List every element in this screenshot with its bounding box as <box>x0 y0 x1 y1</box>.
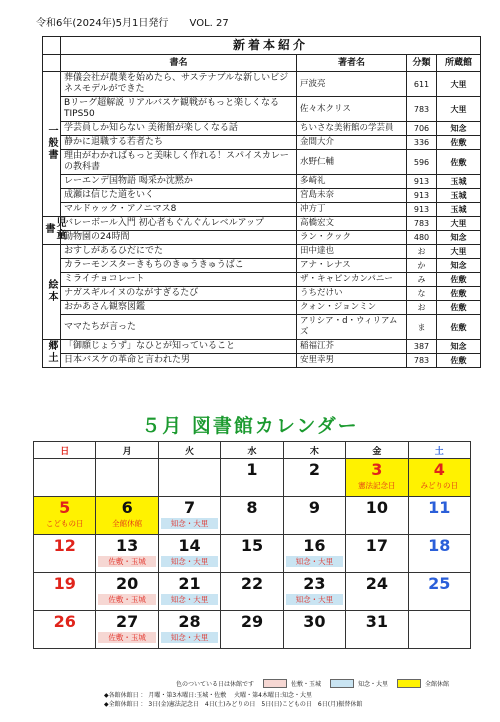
calendar-week <box>34 573 471 611</box>
day-note: 佐敷・玉城 <box>98 556 155 567</box>
day-number: 6 <box>121 498 133 517</box>
book-holding: 玉城 <box>437 189 481 203</box>
calendar-day <box>96 535 158 573</box>
day-note: 全館休館 <box>112 519 143 528</box>
calendar-day <box>346 611 408 649</box>
calendar-title: ５月 図書館カレンダー <box>141 415 359 437</box>
calendar-day <box>34 611 96 649</box>
book-author: 安里幸男 <box>297 354 407 368</box>
calendar-weekday-row <box>34 442 471 459</box>
book-title: 「御願じょうず」なひとが知っていること <box>61 340 297 354</box>
table-row <box>43 217 481 231</box>
column-holding: 所蔵館 <box>437 55 481 72</box>
calendar-day <box>283 611 345 649</box>
day-number: 27 <box>116 612 139 631</box>
legend-note-closures: ◆各館休館日 ： 月曜・第3木曜日:玉城・佐敷 火曜・第4木曜日:知念・大里 <box>104 692 313 699</box>
book-class: 387 <box>407 340 437 354</box>
table-row <box>43 72 481 97</box>
calendar-day <box>221 459 283 497</box>
legend-c: 全館休館 <box>425 681 450 688</box>
table-row <box>43 315 481 340</box>
book-title: 学芸員しか知らない 美術館が楽しくなる話 <box>61 122 297 136</box>
day-number: 13 <box>116 536 139 555</box>
book-author: ちいさな美術館の学芸員 <box>297 122 407 136</box>
calendar-week <box>34 497 471 535</box>
day-number: 25 <box>428 574 451 593</box>
book-title: 理由がわかればもっと美味しく作れる！スパイスカレーの教科書 <box>61 150 297 175</box>
calendar-day-empty <box>408 611 470 649</box>
book-holding: 知念 <box>437 340 481 354</box>
day-note: 知念・大里 <box>161 556 218 567</box>
book-title: おかあさん観察図鑑 <box>61 301 297 315</box>
book-author: ザ・キャピンカンパニー <box>297 273 407 287</box>
book-class: 783 <box>407 354 437 368</box>
calendar-day <box>346 459 408 497</box>
day-number: 28 <box>178 612 201 631</box>
book-author: アナ・レナス <box>297 259 407 273</box>
legend-swatch-blue <box>330 679 354 688</box>
calendar-legend <box>176 679 449 688</box>
day-note: 知念・大里 <box>286 594 343 605</box>
table-row <box>43 273 481 287</box>
book-author: 戸波亮 <box>297 72 407 97</box>
book-holding: 大里 <box>437 97 481 122</box>
book-author: 宮島未奈 <box>297 189 407 203</box>
book-title: 葬儀会社が農業を始めたら、サステナブルな新しいビジネスモデルができた <box>61 72 297 97</box>
book-class: み <box>407 273 437 287</box>
book-holding: 知念 <box>437 231 481 245</box>
table-title-row <box>43 37 481 55</box>
book-title: 動物園の24時間 <box>61 231 297 245</box>
day-number: 17 <box>365 536 388 555</box>
table-row <box>43 150 481 175</box>
day-number: 16 <box>303 536 326 555</box>
table-row <box>43 287 481 301</box>
day-number: 4 <box>433 460 445 479</box>
book-holding: 佐敷 <box>437 136 481 150</box>
table-row <box>43 203 481 217</box>
day-number: 12 <box>53 536 76 555</box>
calendar-day <box>408 573 470 611</box>
book-class: ま <box>407 315 437 340</box>
book-holding: 佐敷 <box>437 315 481 340</box>
day-number: 9 <box>308 498 320 517</box>
calendar-day <box>158 611 220 649</box>
table-row <box>43 122 481 136</box>
table-header-row <box>43 55 481 72</box>
book-holding: 玉城 <box>437 175 481 189</box>
day-number: 20 <box>116 574 139 593</box>
book-title: 日本バスケの革命と言われた男 <box>61 354 297 368</box>
day-number: 11 <box>428 498 451 517</box>
book-holding: 大里 <box>437 72 481 97</box>
calendar-day <box>408 459 470 497</box>
day-number: 21 <box>178 574 201 593</box>
calendar-day <box>346 573 408 611</box>
table-row <box>43 136 481 150</box>
book-author: ラン・クック <box>297 231 407 245</box>
book-author: 田中達也 <box>297 245 407 259</box>
table-row <box>43 340 481 354</box>
book-holding: 知念 <box>437 122 481 136</box>
day-note: 知念・大里 <box>161 632 218 643</box>
book-class: お <box>407 245 437 259</box>
book-class: 336 <box>407 136 437 150</box>
table-row <box>43 189 481 203</box>
table-row <box>43 245 481 259</box>
calendar-day <box>34 573 96 611</box>
day-number: 31 <box>365 612 388 631</box>
table-row <box>43 97 481 122</box>
column-title: 書名 <box>61 55 297 72</box>
calendar-day <box>96 611 158 649</box>
calendar-day <box>283 459 345 497</box>
book-class: 913 <box>407 175 437 189</box>
calendar-week <box>34 611 471 649</box>
book-title: バレーボール入門 初心者もぐんぐんレベルアップ <box>61 217 297 231</box>
book-class: お <box>407 301 437 315</box>
calendar-day <box>96 497 158 535</box>
book-author: 佐々木クリス <box>297 97 407 122</box>
weekday-fri: 金 <box>346 442 408 459</box>
table-title: 新着本紹介 <box>61 37 481 55</box>
book-class: 706 <box>407 122 437 136</box>
calendar-day <box>408 497 470 535</box>
book-class: 480 <box>407 231 437 245</box>
book-author: 高橋宏文 <box>297 217 407 231</box>
day-note: 知念・大里 <box>161 594 218 605</box>
book-title: 成瀬は信じた道をいく <box>61 189 297 203</box>
book-author: クォン・ジョンミン <box>297 301 407 315</box>
column-class: 分類 <box>407 55 437 72</box>
calendar-week <box>34 535 471 573</box>
day-number: 23 <box>303 574 326 593</box>
book-title: ミライチョコレート <box>61 273 297 287</box>
day-number: 30 <box>303 612 326 631</box>
book-class: な <box>407 287 437 301</box>
legend-b: 知念・大里 <box>358 681 389 688</box>
book-title: レーエンデ国物語 喝采か沈黙か <box>61 175 297 189</box>
table-row <box>43 301 481 315</box>
calendar-day <box>221 573 283 611</box>
day-note: 佐敷・玉城 <box>98 632 155 643</box>
book-class: 611 <box>407 72 437 97</box>
library-calendar <box>33 441 471 649</box>
weekday-wed: 水 <box>221 442 283 459</box>
book-holding: 佐敷 <box>437 301 481 315</box>
calendar-day <box>221 611 283 649</box>
calendar-day <box>158 573 220 611</box>
issue-volume: VOL. 27 <box>189 18 229 29</box>
calendar-day-empty <box>96 459 158 497</box>
category-children: 児童書 <box>43 217 61 245</box>
calendar-day <box>34 535 96 573</box>
calendar-day <box>283 535 345 573</box>
calendar-day <box>283 497 345 535</box>
book-title: 静かに退職する若者たち <box>61 136 297 150</box>
calendar-day-empty <box>34 459 96 497</box>
day-number: 22 <box>240 574 264 593</box>
day-number: 10 <box>365 498 388 517</box>
day-number: 1 <box>246 460 258 479</box>
book-holding: 知念 <box>437 259 481 273</box>
calendar-day <box>158 497 220 535</box>
book-author: 稲福江芥 <box>297 340 407 354</box>
table-row <box>43 175 481 189</box>
issue-date: 令和6年(2024年)5月1日発行 <box>36 18 169 29</box>
calendar-day <box>34 497 96 535</box>
book-class: 783 <box>407 217 437 231</box>
day-note: 知念・大里 <box>161 518 218 529</box>
book-title: マルドゥック・アノニマス8 <box>61 203 297 217</box>
day-number: 15 <box>240 536 264 555</box>
calendar-day <box>96 573 158 611</box>
category-local: 郷土 <box>43 340 61 368</box>
day-note: 知念・大里 <box>286 556 343 567</box>
calendar-week <box>34 459 471 497</box>
book-author: 金間大介 <box>297 136 407 150</box>
book-class: か <box>407 259 437 273</box>
day-number: 2 <box>308 460 320 479</box>
day-note: 憲法記念日 <box>358 481 396 490</box>
table-row <box>43 354 481 368</box>
category-general: 一般書 <box>43 72 61 217</box>
issue-header <box>36 14 229 29</box>
book-holding: 佐敷 <box>437 354 481 368</box>
table-row <box>43 231 481 245</box>
book-class: 783 <box>407 97 437 122</box>
book-holding: 玉城 <box>437 203 481 217</box>
book-title: Bリーグ超解説 リアルバスケ観戦がもっと楽しくなるTIPS50 <box>61 97 297 122</box>
day-number: 14 <box>178 536 201 555</box>
calendar-day <box>221 497 283 535</box>
calendar-day <box>408 535 470 573</box>
legend-swatch-yellow <box>397 679 421 688</box>
weekday-mon: 月 <box>96 442 158 459</box>
calendar-day <box>283 573 345 611</box>
book-class: 596 <box>407 150 437 175</box>
book-author: 水野仁輔 <box>297 150 407 175</box>
calendar-day <box>158 535 220 573</box>
weekday-tue: 火 <box>158 442 220 459</box>
day-note: みどりの日 <box>420 481 459 490</box>
book-title: ママたちが言った <box>61 315 297 340</box>
day-number: 5 <box>59 498 71 517</box>
day-number: 18 <box>428 536 451 555</box>
legend-intro: 色のついている日は休館です <box>176 681 255 688</box>
book-holding: 佐敷 <box>437 273 481 287</box>
day-note: こどもの日 <box>45 519 84 528</box>
legend-note-all-closures: ◆全館休館日 ： 3日(金)憲法記念日 4日(土)みどりの日 5日(日)こどもの日 6日(月)振替休館 <box>104 701 363 708</box>
calendar-day <box>346 535 408 573</box>
book-author: 多崎礼 <box>297 175 407 189</box>
calendar-day <box>221 535 283 573</box>
book-holding: 大里 <box>437 245 481 259</box>
day-number: 29 <box>240 612 264 631</box>
weekday-thu: 木 <box>283 442 345 459</box>
day-note: 佐敷・玉城 <box>98 594 155 605</box>
book-author: アリシア・d・ウィリアムズ <box>297 315 407 340</box>
day-number: 7 <box>183 498 196 517</box>
book-class: 913 <box>407 189 437 203</box>
book-class: 913 <box>407 203 437 217</box>
weekday-sat: 土 <box>408 442 470 459</box>
book-title: カラーモンスターきもちのきゅうきゅうばこ <box>61 259 297 273</box>
book-holding: 佐敷 <box>437 150 481 175</box>
day-number: 26 <box>53 612 76 631</box>
book-title: おすしがあるひだにでた <box>61 245 297 259</box>
book-author: 冲方丁 <box>297 203 407 217</box>
book-holding: 大里 <box>437 217 481 231</box>
column-author: 著者名 <box>297 55 407 72</box>
day-number: 19 <box>53 574 76 593</box>
weekday-sun: 日 <box>34 442 96 459</box>
day-number: 8 <box>246 498 258 517</box>
legend-a: 佐敷・玉城 <box>291 681 322 688</box>
calendar-day <box>346 497 408 535</box>
day-number: 24 <box>365 574 388 593</box>
book-holding: 佐敷 <box>437 287 481 301</box>
calendar-day-empty <box>158 459 220 497</box>
category-picture: 絵本 <box>43 245 61 340</box>
day-number: 3 <box>371 460 383 479</box>
legend-swatch-pink <box>263 679 287 688</box>
book-title: ナガスギルイヌのながすぎるたび <box>61 287 297 301</box>
table-row <box>43 259 481 273</box>
book-author: うちだけい <box>297 287 407 301</box>
new-books-table <box>42 36 481 368</box>
